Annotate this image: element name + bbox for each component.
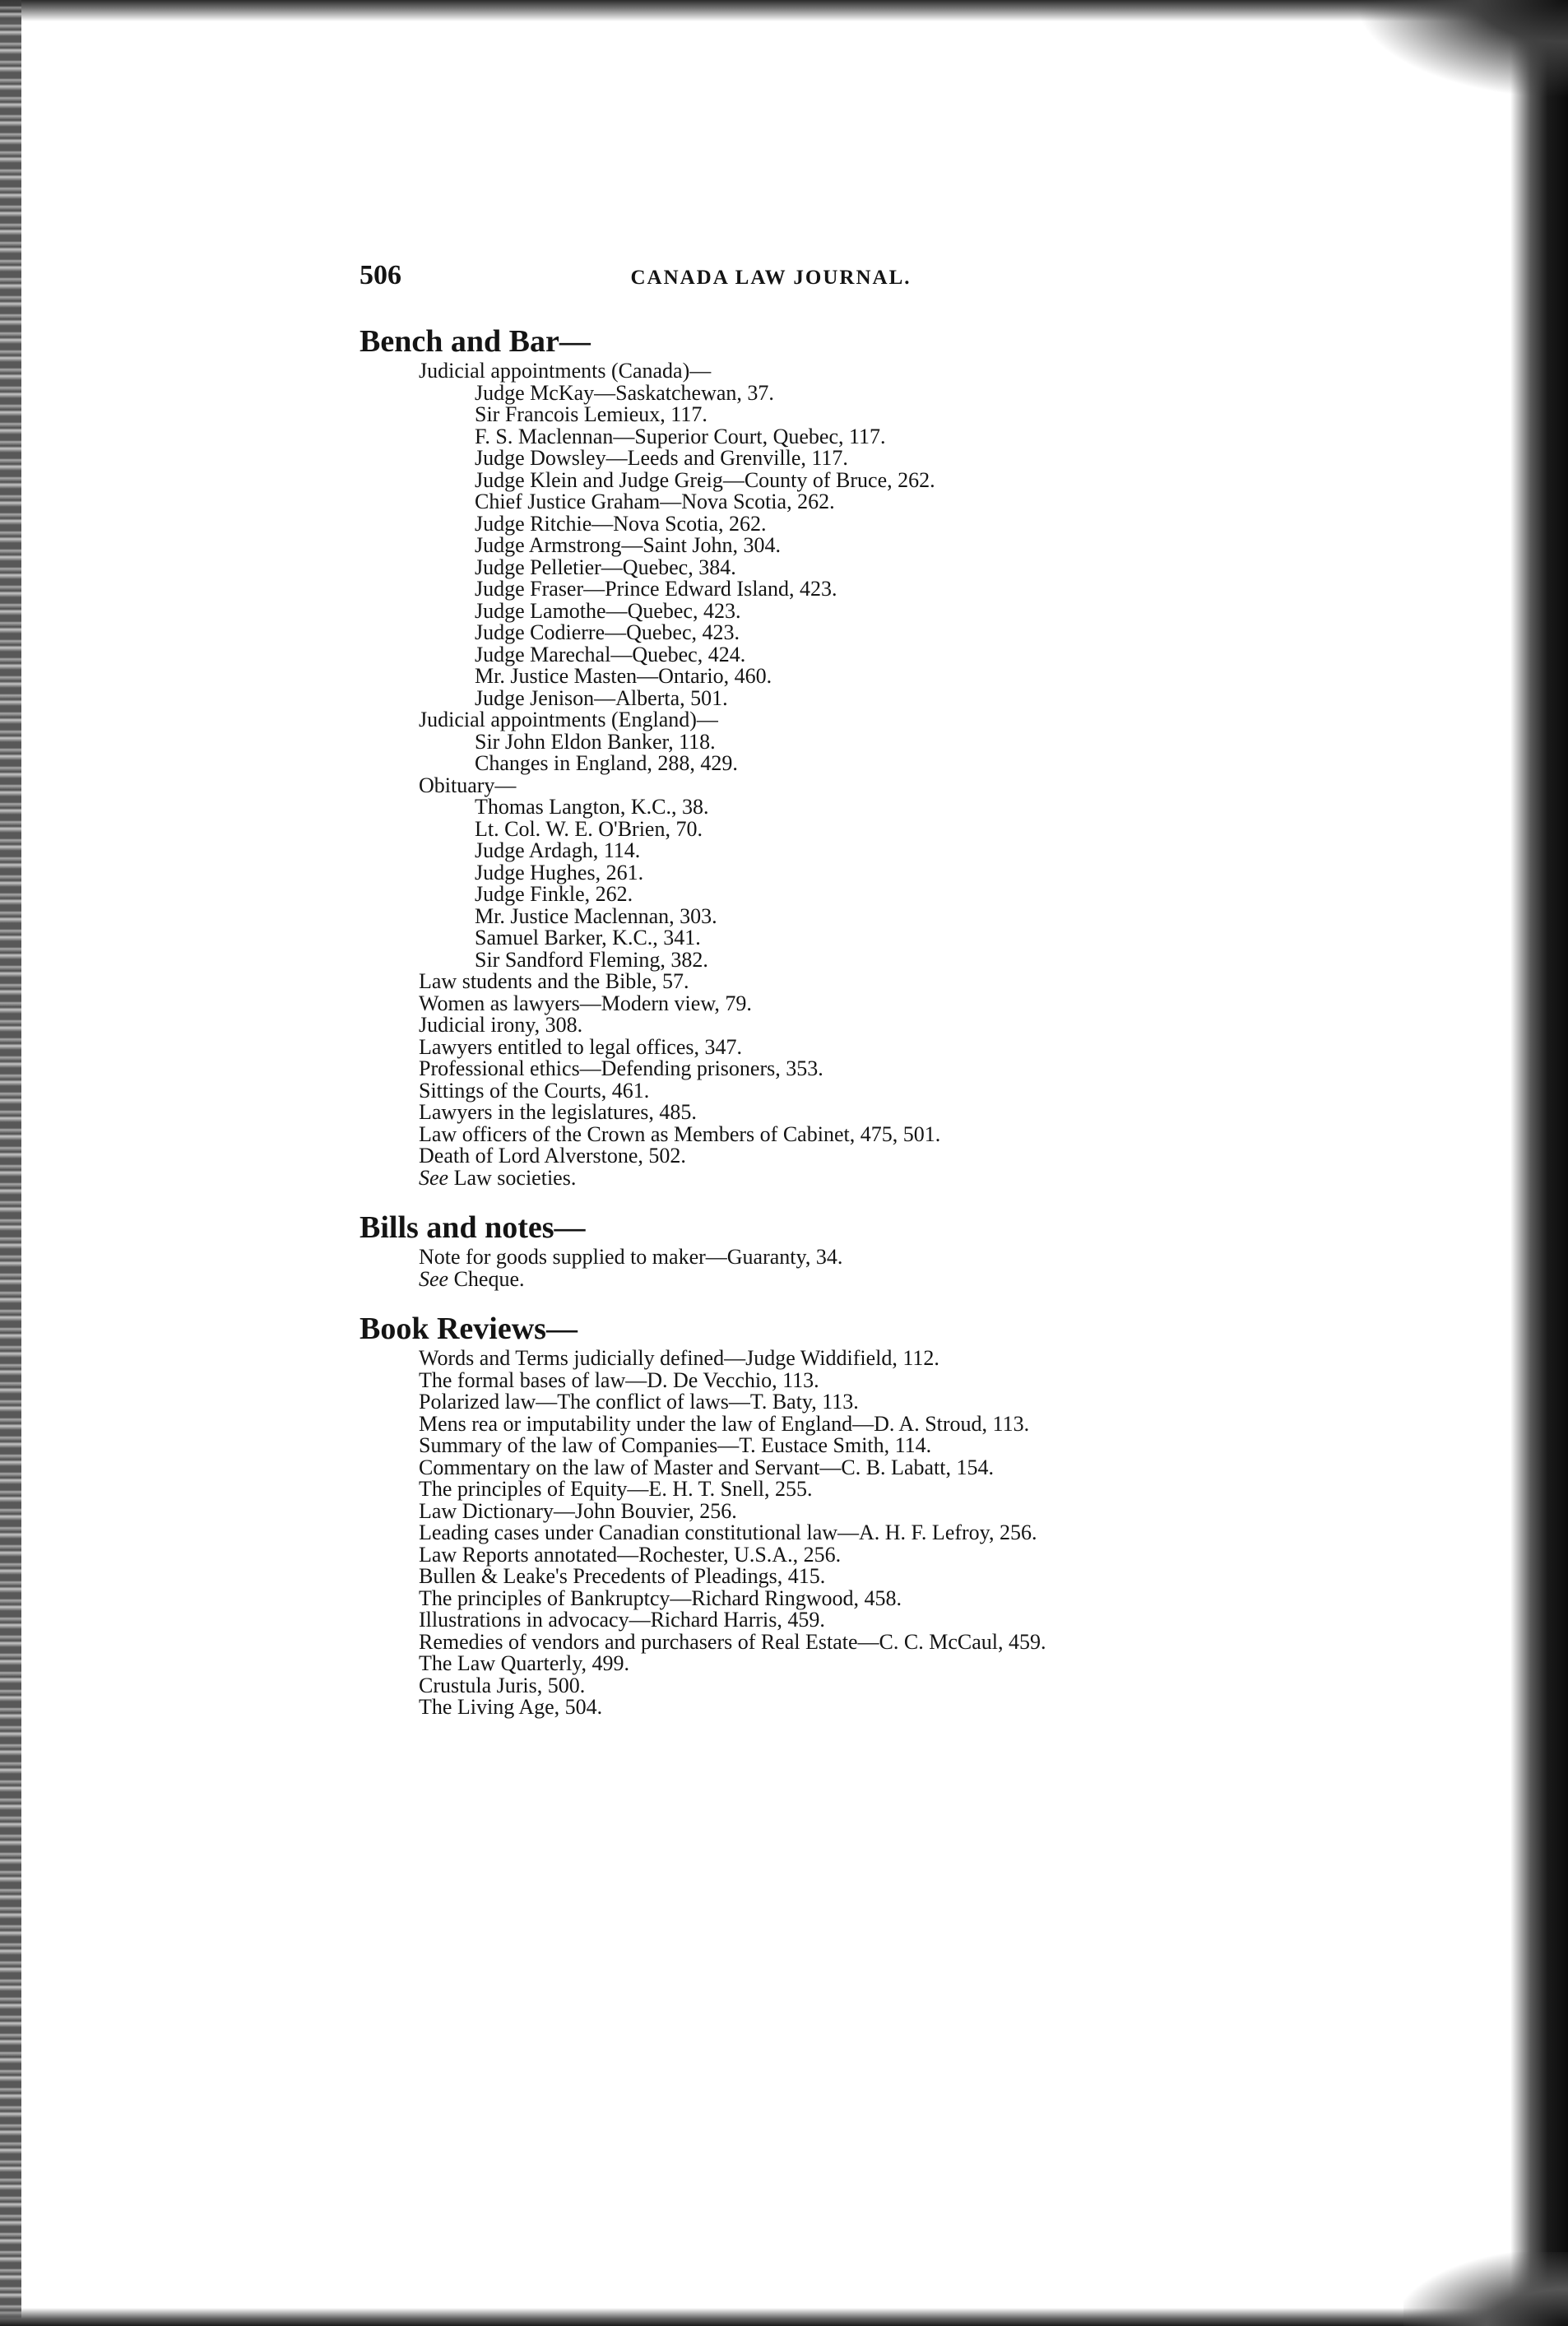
index-entry <box>360 1479 1462 1501</box>
index-entry <box>360 491 1462 513</box>
index-entry-text: Death of Lord Alverstone, 502. <box>419 1144 686 1168</box>
index-entry-text: Judge Klein and Judge Greig—County of Bruce, 262. <box>475 467 935 492</box>
index-entry-text: Judge Lamothe—Quebec, 423. <box>475 598 741 623</box>
index-entry-text: Professional ethics—Defending prisoners, 353. <box>419 1056 823 1080</box>
see-reference-label: See <box>419 1165 449 1190</box>
index-entry <box>360 1165 1462 1190</box>
index-entry-text: Judge Jenison—Alberta, 501. <box>475 685 728 710</box>
index-entry <box>360 535 1462 557</box>
index-entry-text: Sir John Eldon Banker, 118. <box>475 729 716 754</box>
scan-corner-bottom-right <box>1403 2252 1568 2326</box>
index-entry-text: Leading cases under Canadian constitutional law—A. H. F. Lefroy, 256. <box>419 1520 1037 1544</box>
index-entry-text: Judge Pelletier—Quebec, 384. <box>475 555 736 579</box>
index-entry <box>360 971 1462 993</box>
index-entry <box>360 1675 1462 1697</box>
index-entry <box>360 1058 1462 1080</box>
index-entry <box>360 1566 1462 1588</box>
index-entry-text: Obituary— <box>419 773 517 797</box>
index-entry <box>360 1247 1462 1269</box>
index-entry <box>360 1498 1462 1523</box>
index-entry-text: The Living Age, 504. <box>419 1695 603 1719</box>
index-section <box>360 323 1462 1189</box>
index-entry-text: Crustula Juris, 500. <box>419 1673 586 1697</box>
index-entry-text: Judicial appointments (Canada)— <box>419 359 712 383</box>
index-entry <box>360 949 1462 972</box>
index-entry-text: Bullen & Leake's Precedents of Pleadings, 415. <box>419 1564 826 1588</box>
index-entry <box>360 360 1462 383</box>
index-entry-text: Judicial appointments (England)— <box>419 708 718 731</box>
index-entry-text: Lawyers in the legislatures, 485. <box>419 1100 697 1124</box>
scan-edge-left <box>0 0 21 2326</box>
index-entry <box>360 1121 1462 1146</box>
index-entry-text: Samuel Barker, K.C., 341. <box>475 926 701 949</box>
index-entry <box>360 1457 1462 1479</box>
index-entry <box>360 448 1462 470</box>
index-entry <box>360 598 1462 623</box>
index-entry-text: Judge Ardagh, 114. <box>475 838 641 862</box>
index-entry <box>360 644 1462 666</box>
index-entry <box>360 1411 1462 1436</box>
see-reference-label: See <box>419 1266 449 1291</box>
index-entry-text: Lt. Col. W. E. O'Brien, 70. <box>475 816 703 841</box>
index-entry-text: Summary of the law of Companies—T. Eustace Smith, 114. <box>419 1433 932 1457</box>
index-section <box>360 1209 1462 1290</box>
index-entry <box>360 1348 1462 1370</box>
index-entry <box>360 666 1462 688</box>
index-entry-text: Judge Hughes, 261. <box>475 860 644 884</box>
section-heading: Bench and Bar— <box>360 324 591 359</box>
index-entry-text: Words and Terms judicially defined—Judge Widdifield, 112. <box>419 1346 939 1370</box>
index-entry <box>360 731 1462 754</box>
index-entry-text: Judge Finkle, 262. <box>475 882 633 906</box>
index-entry <box>360 862 1462 884</box>
index-entry <box>360 775 1462 797</box>
section-gap <box>360 1189 1462 1209</box>
index-entry <box>360 1080 1462 1103</box>
index-entry <box>360 753 1462 775</box>
index-entry-text: F. S. Maclennan—Superior Court, Quebec, 117. <box>475 424 886 448</box>
index-entry <box>360 927 1462 949</box>
index-entry-text: Law students and the Bible, 57. <box>419 969 689 993</box>
index-entry-text: The Law Quarterly, 499. <box>419 1651 630 1675</box>
index-entry-text: The principles of Bankruptcy—Richard Ringwood, 458. <box>419 1585 902 1610</box>
index-entry-text: Judge Dowsley—Leeds and Grenville, 117. <box>475 446 848 470</box>
scan-corner-top-right <box>1354 0 1568 99</box>
index-entry-text: Judge Fraser—Prince Edward Island, 423. <box>475 577 837 601</box>
index-entry-text: Commentary on the law of Master and Servant—C. B. Labatt, 154. <box>419 1455 994 1479</box>
index-entry <box>360 840 1462 862</box>
index-entry-text: Thomas Langton, K.C., 38. <box>475 795 709 819</box>
index-entry-text: Women as lawyers—Modern view, 79. <box>419 991 752 1015</box>
index-entry-text: Note for goods supplied to maker—Guaranty, 34. <box>419 1245 843 1269</box>
section-gap <box>360 1290 1462 1310</box>
index-entry-text: Chief Justice Graham—Nova Scotia, 262. <box>475 490 835 513</box>
index-entry-text: Mr. Justice Maclennan, 303. <box>475 903 717 928</box>
index-entry <box>360 1435 1462 1457</box>
index-entry-text: Mr. Justice Masten—Ontario, 460. <box>475 664 772 688</box>
index-entry-text: Judge Codierre—Quebec, 423. <box>475 620 740 644</box>
index-entry-text: Law Dictionary—John Bouvier, 256. <box>419 1498 737 1523</box>
index-entry <box>360 622 1462 644</box>
index-entry-text: Law Reports annotated—Rochester, U.S.A., 256. <box>419 1542 842 1567</box>
index-entry <box>360 1544 1462 1567</box>
index-entry-text: Judicial irony, 308. <box>419 1013 583 1037</box>
index-entry <box>360 1585 1462 1610</box>
index-entry <box>360 380 1462 405</box>
index-entry-text: Judge McKay—Saskatchewan, 37. <box>475 380 774 405</box>
index-entry <box>360 1266 1462 1291</box>
index-entry <box>360 796 1462 819</box>
index-entry <box>360 709 1462 731</box>
index-entry-text: Mens rea or imputability under the law of England—D. A. Stroud, 113. <box>419 1411 1030 1436</box>
index-section <box>360 1310 1462 1719</box>
index-entry-text: Law societies. <box>448 1165 577 1190</box>
section-heading: Book Reviews— <box>360 1312 578 1346</box>
index-entry-text: Remedies of vendors and purchasers of Real Estate—C. C. McCaul, 459. <box>419 1629 1046 1654</box>
index-entry-text: Judge Armstrong—Saint John, 304. <box>475 533 781 557</box>
index-entry-text: Judge Ritchie—Nova Scotia, 262. <box>475 511 767 536</box>
index-entry <box>360 1609 1462 1632</box>
index-entry-text: Law officers of the Crown as Members of Cabinet, 475, 501. <box>419 1121 941 1146</box>
scan-edge-bottom <box>0 2308 1568 2326</box>
index-entry <box>360 1653 1462 1675</box>
scan-edge-right <box>1510 0 1568 2326</box>
index-entry <box>360 578 1462 601</box>
index-entry <box>360 1034 1462 1059</box>
index-entry-text: Sittings of the Courts, 461. <box>419 1078 650 1103</box>
journal-title: CANADA LAW JOURNAL. <box>630 267 912 289</box>
index-entry-text: Illustrations in advocacy—Richard Harris, 459. <box>419 1608 825 1632</box>
index-entry <box>360 467 1462 492</box>
index-entry <box>360 1629 1462 1654</box>
index-entry <box>360 426 1462 448</box>
index-entry <box>360 1102 1462 1124</box>
index-entry-text: Polarized law—The conflict of laws—T. Baty, 113. <box>419 1390 859 1414</box>
section-heading: Bills and notes— <box>360 1210 586 1245</box>
index-entry <box>360 557 1462 579</box>
index-entry <box>360 816 1462 841</box>
index-entry-text: The principles of Equity—E. H. T. Snell, 255. <box>419 1477 813 1501</box>
index-entry <box>360 1145 1462 1168</box>
page-number: 506 <box>360 260 401 290</box>
index-entry <box>360 1391 1462 1414</box>
index-entry <box>360 513 1462 536</box>
index-entry <box>360 1014 1462 1037</box>
index-entry <box>360 903 1462 928</box>
index-entry-text: Sir Francois Lemieux, 117. <box>475 402 707 426</box>
index-entry-text: Judge Marechal—Quebec, 424. <box>475 642 746 666</box>
index-entry-text: Sir Sandford Fleming, 382. <box>475 947 708 972</box>
index-entry <box>360 1697 1462 1719</box>
index-entry-text: The formal bases of law—D. De Vecchio, 113. <box>419 1367 819 1392</box>
index-entry <box>360 993 1462 1015</box>
index-entry-text: Cheque. <box>448 1266 525 1291</box>
index-entry <box>360 884 1462 906</box>
index-entry-text: Changes in England, 288, 429. <box>475 751 738 775</box>
index-entry <box>360 1522 1462 1544</box>
index-content <box>360 323 1462 1719</box>
index-entry <box>360 404 1462 426</box>
index-entry <box>360 1367 1462 1392</box>
scan-edge-top <box>0 0 1568 21</box>
index-entry <box>360 685 1462 710</box>
index-entry-text: Lawyers entitled to legal offices, 347. <box>419 1034 743 1059</box>
page-header <box>360 260 1429 301</box>
